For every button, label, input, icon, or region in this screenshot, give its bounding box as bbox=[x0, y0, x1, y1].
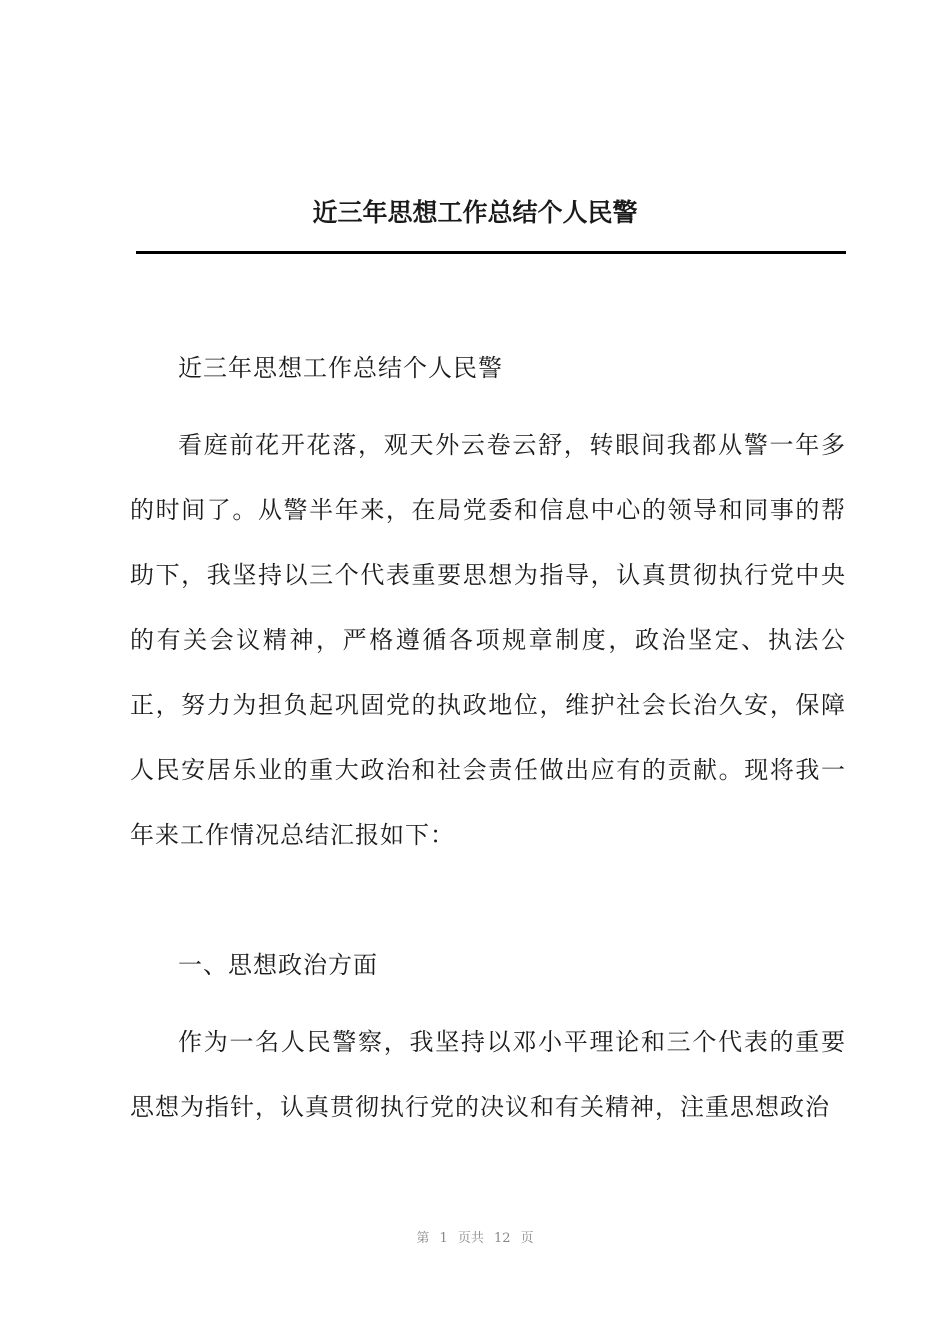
page-number-footer: 第 1 页共 12 页 bbox=[416, 1231, 534, 1246]
document-title: 近三年思想工作总结个人民警 bbox=[312, 198, 638, 227]
body-paragraph-subtitle: 近三年思想工作总结个人民警 bbox=[178, 354, 503, 382]
title-underline bbox=[136, 251, 846, 254]
body-paragraph-intro: 看庭前花开花落，观天外云卷云舒，转眼间我都从警一年多的时间了。从警半年来，在局党委和信息中心的领导和同事的帮助下，我坚持以三个代表重要思想为指导，认真贯彻执行党中央的有关会议精神，严格遵循各项规章制度，政治坚定、执法公正，努力为担负起巩固党的执政地位，维护社会长治久安，保障人民安居乐业的重大政治和社会责任做出应有的贡献。现将我一年来工作情况总结汇报如下： bbox=[130, 431, 846, 849]
body-paragraph: 作为一名人民警察，我坚持以邓小平理论和三个代表的重要思想为指针，认真贯彻执行党的决议和有关精神，注重思想政治 bbox=[130, 1028, 846, 1121]
section-heading: 一、思想政治方面 bbox=[178, 951, 378, 979]
